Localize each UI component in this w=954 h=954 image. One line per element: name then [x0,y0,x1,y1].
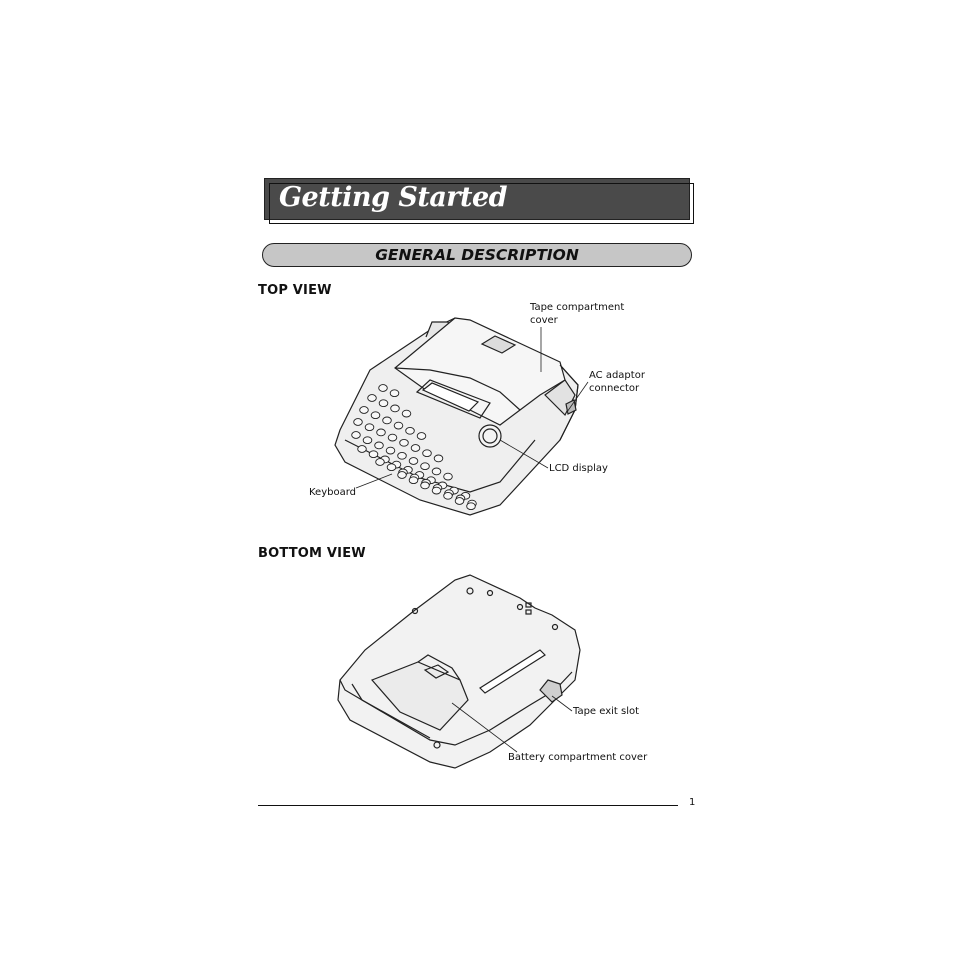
bottom-view-heading: BOTTOM VIEW [258,546,366,561]
keyboard-key [409,458,418,465]
keyboard-key [394,422,403,429]
keyboard-key [444,473,453,480]
keyboard-key [369,451,378,458]
keyboard-key [421,482,430,489]
keyboard-key [421,463,430,470]
keyboard-key [432,487,441,494]
callout-tape-exit-slot: Tape exit slot [573,706,640,717]
keyboard-key [376,459,385,466]
keyboard-key [417,433,426,440]
keyboard-key [386,447,395,454]
keyboard-key [409,477,418,484]
keyboard-key [390,390,399,397]
callout-keyboard: Keyboard [309,487,357,498]
chapter-title: Getting Started [279,182,508,213]
keyboard-key [444,492,453,499]
keyboard-key [371,412,380,419]
section-title: GENERAL DESCRIPTION [375,246,579,264]
keyboard-key [406,427,415,434]
keyboard-key [363,437,372,444]
keyboard-key [391,405,400,412]
keyboard-key [379,385,388,392]
keyboard-key [402,410,411,417]
keyboard-key [352,432,361,439]
keyboard-key [388,434,397,441]
keyboard-key [434,455,443,462]
callout-lcd-display: LCD display [549,463,608,474]
keyboard-key [411,445,420,452]
keyboard-key [432,468,441,475]
footer-rule [258,805,678,806]
callout-battery-compartment-cover: Battery compartment cover [508,752,648,763]
keyboard-key [377,429,386,436]
chapter-banner [264,178,690,220]
keyboard-key [379,400,388,407]
keyboard-key [375,442,384,449]
keyboard-key [387,464,396,471]
keyboard-key [398,472,407,479]
bottom-view-illustration [330,565,650,780]
top-view-heading: TOP VIEW [258,283,332,298]
callout-ac-adaptor-connector: AC adaptor connector [589,370,645,394]
callout-tape-compartment-cover: Tape compartment cover [530,302,625,326]
keyboard-key [455,498,464,505]
keyboard-key [400,439,409,446]
keyboard-key [360,407,369,414]
keyboard-key [383,417,392,424]
keyboard-key [354,419,363,426]
keyboard-key [467,503,476,510]
keyboard-key [368,395,377,402]
page-number: 1 [689,797,696,808]
section-header [262,243,692,267]
keyboard-key [398,452,407,459]
keyboard-key [358,446,367,453]
keyboard-key [423,450,432,457]
keyboard-key [365,424,374,431]
top-view-illustration [320,300,650,520]
